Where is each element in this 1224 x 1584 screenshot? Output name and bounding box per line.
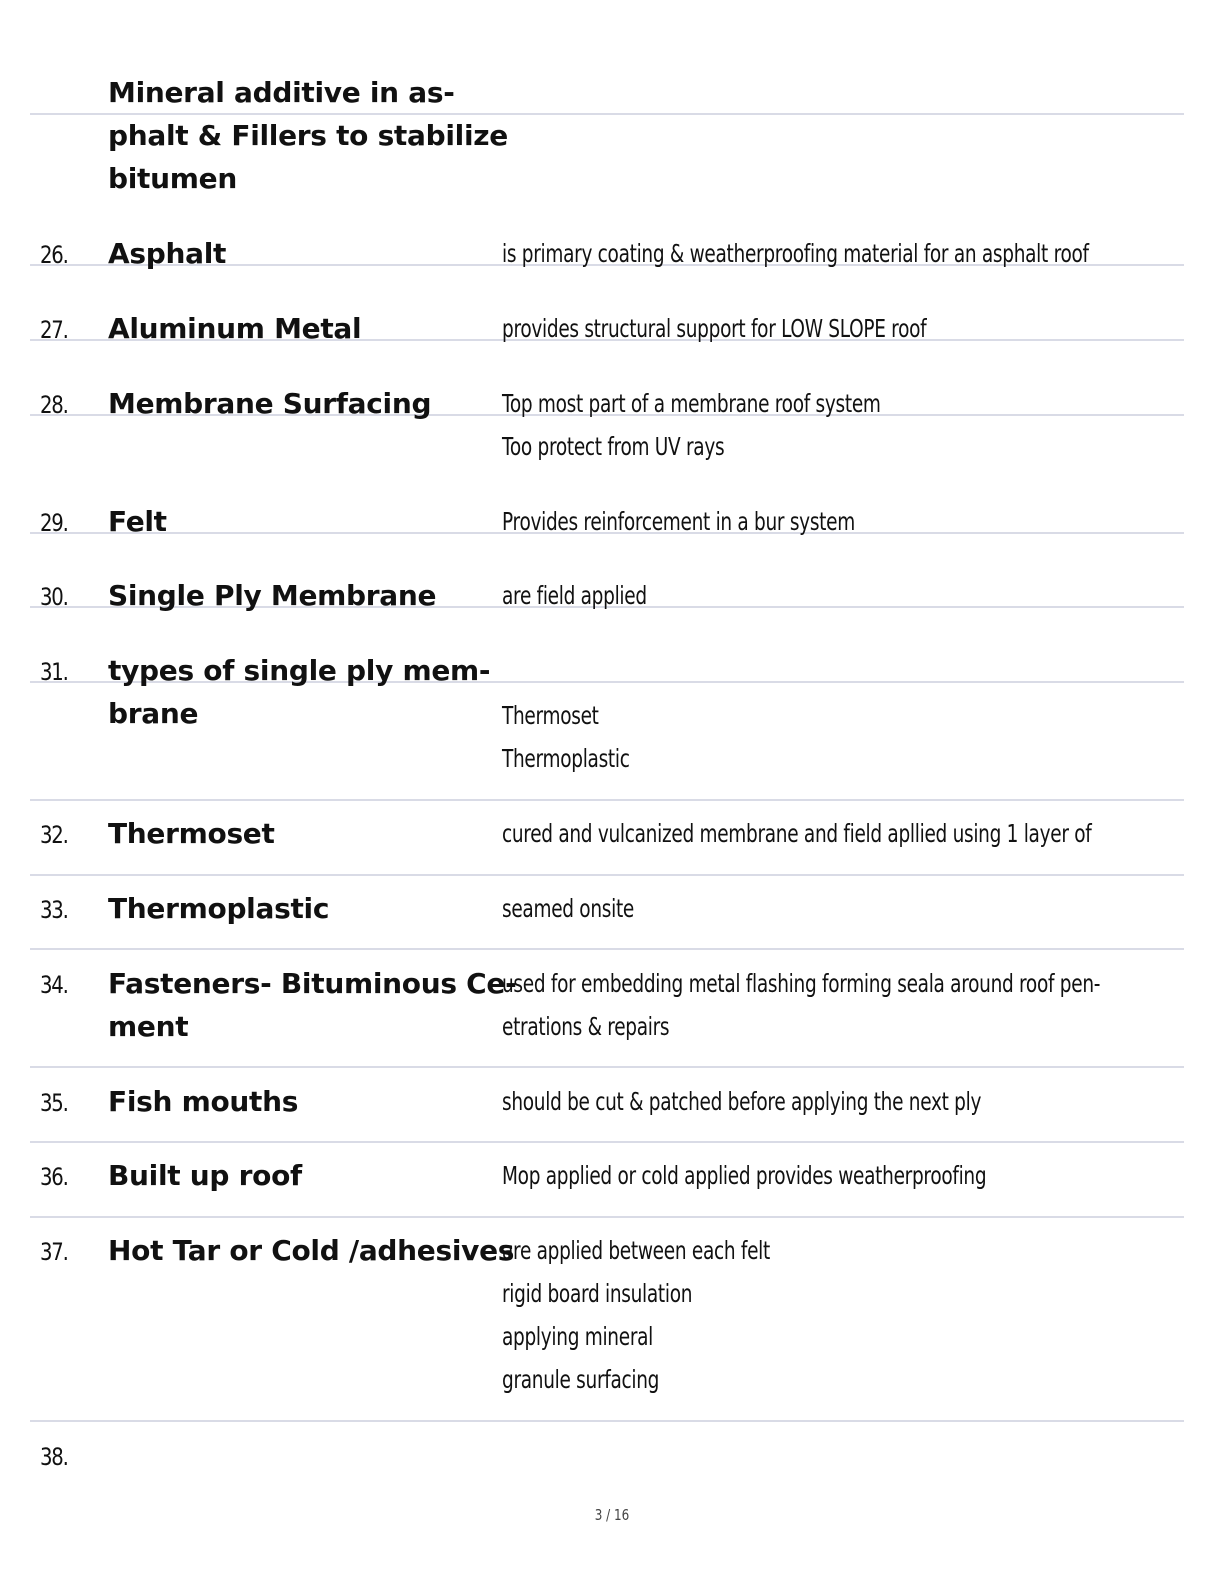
term-line: Aluminum Metal — [108, 312, 362, 345]
entry-term — [108, 574, 493, 617]
row-divider — [30, 1141, 1184, 1143]
definition-line: is primary coating & weatherproofing material for an asphalt roof — [502, 239, 1089, 268]
term-line: bitumen — [108, 162, 237, 195]
entry-number: 27. — [40, 316, 68, 344]
row-divider — [30, 1420, 1184, 1422]
term-line: Hot Tar or Cold /adhesives — [108, 1234, 515, 1267]
definition-line: Thermoset — [502, 701, 599, 730]
row-divider — [30, 799, 1184, 801]
entry-number: 33. — [40, 896, 68, 924]
term-line: ment — [108, 1010, 189, 1043]
term-line: Fish mouths — [108, 1085, 299, 1118]
entry-term — [108, 500, 493, 543]
page-indicator: 3 / 16 — [594, 1506, 630, 1524]
entry-term — [108, 232, 493, 275]
definition-line: Too protect from UV rays — [502, 432, 725, 461]
entry-number: 32. — [40, 821, 68, 849]
entry-definition — [502, 694, 1192, 780]
definition-line: used for embedding metal flashing forming seala around roof pen- — [502, 969, 1101, 998]
entry-definition — [502, 1229, 1192, 1401]
row-divider — [30, 874, 1184, 876]
entry-definition — [502, 500, 1192, 543]
entry-term — [108, 382, 493, 425]
entry-definition — [502, 574, 1192, 617]
definition-line: etrations & repairs — [502, 1012, 670, 1041]
row-divider — [30, 1066, 1184, 1068]
definition-line: Thermoplastic — [502, 744, 630, 773]
definition-line: should be cut & patched before applying the next ply — [502, 1087, 982, 1116]
entry-definition — [502, 232, 1192, 275]
definition-line: provides structural support for LOW SLOPE roof — [502, 314, 927, 343]
entry-number: 36. — [40, 1163, 68, 1191]
entry-number: 38. — [40, 1443, 68, 1471]
entry-definition — [502, 382, 1192, 468]
term-line: phalt & Fillers to stabilize — [108, 119, 508, 152]
entry-number: 29. — [40, 509, 68, 537]
term-line: Thermoset — [108, 817, 275, 850]
entry-term — [108, 962, 517, 1048]
entry-definition — [502, 962, 1192, 1048]
entry-definition — [502, 1154, 1192, 1197]
term-line: Built up roof — [108, 1159, 302, 1192]
entry-term — [108, 1154, 493, 1197]
definition-line: granule surfacing — [502, 1365, 660, 1394]
entry-definition — [502, 887, 1192, 930]
entry-number: 26. — [40, 241, 68, 269]
entry-term — [108, 1080, 493, 1123]
entry-definition — [502, 307, 1192, 350]
entry-term — [108, 649, 493, 735]
entry-number: 28. — [40, 391, 68, 419]
entry-term — [108, 887, 493, 930]
entry-term — [108, 812, 493, 855]
entry-number: 35. — [40, 1089, 68, 1117]
entry-number: 34. — [40, 971, 68, 999]
definition-line: Provides reinforcement in a bur system — [502, 507, 855, 536]
intro-term — [108, 71, 508, 200]
definition-line: are applied between each felt — [502, 1236, 770, 1265]
term-line: Membrane Surfacing — [108, 387, 432, 420]
definition-line: Top most part of a membrane roof system — [502, 389, 881, 418]
entry-number: 30. — [40, 583, 68, 611]
definition-line: seamed onsite — [502, 894, 634, 923]
term-line: brane — [108, 697, 199, 730]
definition-line: Mop applied or cold applied provides weatherproofing — [502, 1161, 987, 1190]
entry-term — [108, 1229, 515, 1272]
entry-number: 37. — [40, 1238, 68, 1266]
definition-line: rigid board insulation — [502, 1279, 693, 1308]
term-line: Felt — [108, 505, 167, 538]
definition-line: applying mineral — [502, 1322, 654, 1351]
term-line: types of single ply mem- — [108, 654, 491, 687]
entry-number: 31. — [40, 658, 68, 686]
term-line: Fasteners- Bituminous Ce- — [108, 967, 517, 1000]
entry-definition — [502, 812, 1192, 855]
row-divider — [30, 948, 1184, 950]
definition-line: are field applied — [502, 581, 647, 610]
definition-line: cured and vulcanized membrane and field apllied using 1 layer of — [502, 819, 1092, 848]
term-line: Single Ply Membrane — [108, 579, 437, 612]
row-divider — [30, 1216, 1184, 1218]
term-line: Thermoplastic — [108, 892, 330, 925]
term-line: Asphalt — [108, 237, 227, 270]
entry-definition — [502, 1080, 1192, 1123]
term-line: Mineral additive in as- — [108, 76, 455, 109]
entry-term — [108, 307, 493, 350]
